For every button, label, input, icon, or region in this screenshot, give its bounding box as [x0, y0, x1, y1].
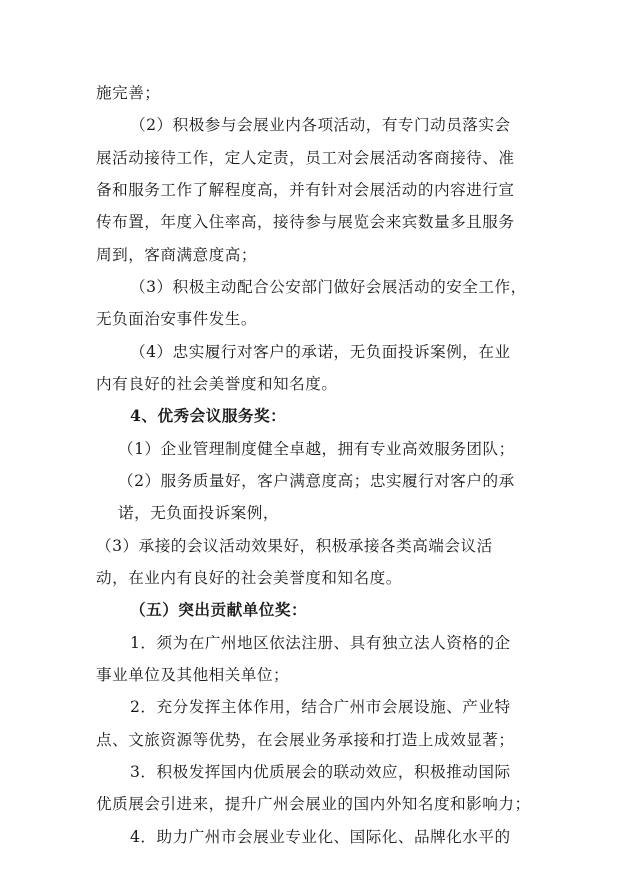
- text-line: 2．充分发挥主体作用，结合广州市会展设施、产业特: [130, 698, 511, 716]
- section-heading: 4、优秀会议服务奖：: [130, 406, 287, 425]
- text-line: 无负面治安事件发生。: [96, 310, 257, 328]
- text-line: 3．积极发挥国内优质展会的联动效应，积极推动国际: [130, 763, 511, 781]
- text-line: 点、文旅资源等优势，在会展业务承接和打造上成效显著；: [96, 731, 515, 749]
- text-line: 周到，客商满意度高；: [96, 246, 257, 264]
- text-line: （3）积极主动配合公安部门做好会展活动的安全工作，: [130, 278, 527, 296]
- text-line: 展活动接待工作，定人定责，员工对会展活动客商接待、准: [96, 149, 515, 167]
- section-heading: （五）突出贡献单位奖：: [130, 600, 308, 619]
- text-line: 事业单位及其他相关单位；: [96, 666, 290, 684]
- text-line: （1）企业管理制度健全卓越，拥有专业高效服务团队；: [118, 440, 515, 458]
- text-line: 施完善；: [96, 84, 161, 102]
- text-line: 动，在业内有良好的社会美誉度和知名度。: [96, 569, 402, 587]
- text-line: （2）服务质量好，客户满意度高；忠实履行对客户的承: [118, 472, 515, 490]
- text-line: （4）忠实履行对客户的承诺，无负面投诉案例，在业: [130, 343, 511, 361]
- text-line: 优质展会引进来，提升广州会展业的国内外知名度和影响力；: [96, 795, 531, 813]
- text-line: 1．须为在广州地区依法注册、具有独立法人资格的企: [130, 634, 511, 652]
- text-line: 传布置，年度入住率高，接待参与展览会来宾数量多且服务: [96, 213, 515, 231]
- text-line: 内有良好的社会美誉度和知名度。: [96, 375, 338, 393]
- text-line: 备和服务工作了解程度高，并有针对会展活动的内容进行宣: [96, 181, 515, 199]
- text-line: （3）承接的会议活动效果好，积极承接各类高端会议活: [96, 537, 493, 555]
- text-line: 4．助力广州市会展业专业化、国际化、品牌化水平的: [130, 828, 511, 846]
- text-line: （2）积极参与会展业内各项活动，有专门动员落实会: [130, 116, 511, 134]
- text-line: 诺，无负面投诉案例，: [118, 504, 279, 522]
